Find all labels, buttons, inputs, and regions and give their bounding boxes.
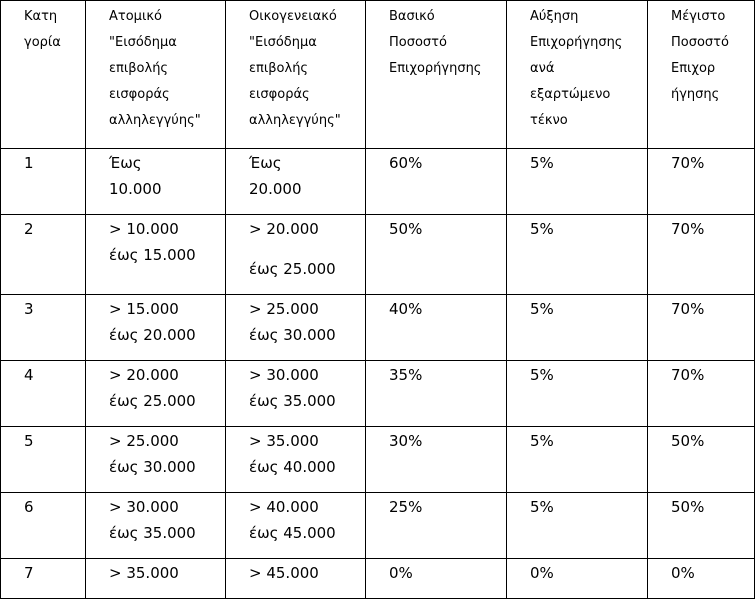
header-line: τέκνο [530,113,568,128]
header-line: Ποσοστό [389,35,447,50]
cell-category: 4 [1,361,86,427]
cell-increase: 5% [507,361,648,427]
header-base-rate [366,1,507,149]
cell-family [226,215,366,295]
header-increase-per-child [507,1,648,149]
cell-family [226,559,366,599]
cell-line: έως 45.000 [249,524,336,542]
header-line: "Εισόδημα [109,35,177,50]
cell-line: 10.000 [109,180,162,198]
header-line: Επιχορήγησης [530,35,623,50]
cell-individual [86,559,226,599]
header-line: Κατη [24,9,58,24]
cell-individual [86,361,226,427]
cell-individual [86,295,226,361]
header-line: Ποσοστό [671,35,729,50]
cell-individual [86,149,226,215]
cell-family [226,427,366,493]
cell-line: Έως [249,154,282,172]
cell-family [226,149,366,215]
cell-category: 3 [1,295,86,361]
header-line: Επιχορ [671,61,716,76]
cell-category: 6 [1,493,86,559]
cell-line: > 20.000 [249,220,319,238]
cell-line: > 15.000 [109,300,179,318]
header-individual-income [86,1,226,149]
cell-base-rate: 50% [366,215,507,295]
header-line: αλληλεγγύης" [249,113,341,128]
cell-line: > 30.000 [109,498,179,516]
header-line: "Εισόδημα [249,35,317,50]
cell-category: 7 [1,559,86,599]
header-line: Μέγιστο [671,9,726,24]
cell-family [226,493,366,559]
header-line: ανά [530,61,555,76]
header-line: εισφοράς [109,87,170,102]
cell-increase: 5% [507,493,648,559]
header-line: επιβολής [109,61,169,76]
cell-line: > 20.000 [109,366,179,384]
cell-line: έως 30.000 [249,326,336,344]
cell-line: έως 40.000 [249,458,336,476]
table-row [1,149,755,215]
cell-base-rate: 35% [366,361,507,427]
cell-line: έως 35.000 [249,392,336,410]
header-line: εξαρτώμενο [530,87,611,102]
cell-increase: 5% [507,215,648,295]
cell-category: 5 [1,427,86,493]
header-max-rate [648,1,755,149]
cell-max-rate: 70% [648,295,755,361]
cell-line: > 45.000 [249,564,319,582]
cell-individual [86,493,226,559]
table-row [1,215,755,295]
cell-increase: 5% [507,427,648,493]
header-line: εισφοράς [249,87,310,102]
cell-line: έως 15.000 [109,246,196,264]
header-family-income [226,1,366,149]
cell-line: > 35.000 [249,432,319,450]
cell-line: έως 25.000 [109,392,196,410]
cell-max-rate: 50% [648,493,755,559]
cell-individual [86,215,226,295]
header-line: ήγησης [671,87,720,102]
cell-max-rate: 50% [648,427,755,493]
cell-line: > 35.000 [109,564,179,582]
header-line: Επιχορήγησης [389,61,482,76]
cell-base-rate: 40% [366,295,507,361]
cell-family [226,361,366,427]
cell-line: > 30.000 [249,366,319,384]
cell-max-rate: 0% [648,559,755,599]
cell-line: > 10.000 [109,220,179,238]
header-line: αλληλεγγύης" [109,113,201,128]
cell-line: έως 30.000 [109,458,196,476]
cell-max-rate: 70% [648,149,755,215]
cell-line: Έως [109,154,142,172]
cell-category: 1 [1,149,86,215]
cell-individual [86,427,226,493]
header-category [1,1,86,149]
cell-line: έως 20.000 [109,326,196,344]
cell-max-rate: 70% [648,215,755,295]
cell-line: > 25.000 [109,432,179,450]
cell-base-rate: 0% [366,559,507,599]
cell-increase: 0% [507,559,648,599]
cell-category: 2 [1,215,86,295]
header-line: Βασικό [389,9,435,24]
cell-increase: 5% [507,295,648,361]
table-row [1,559,755,599]
cell-line: > 40.000 [249,498,319,516]
cell-increase: 5% [507,149,648,215]
cell-base-rate: 25% [366,493,507,559]
cell-base-rate: 60% [366,149,507,215]
cell-line: έως 25.000 [249,260,336,278]
cell-line: > 25.000 [249,300,319,318]
cell-line: 20.000 [249,180,302,198]
header-line: επιβολής [249,61,309,76]
table-row [1,295,755,361]
table-row [1,361,755,427]
header-row [1,1,755,149]
cell-max-rate: 70% [648,361,755,427]
cell-line: έως 35.000 [109,524,196,542]
table-row [1,493,755,559]
header-line: Οικογενειακό [249,9,337,24]
table-row [1,427,755,493]
cell-base-rate: 30% [366,427,507,493]
header-line: Ατομικό [109,9,162,24]
header-line: γορία [24,35,61,50]
cell-family [226,295,366,361]
header-line: Αύξηση [530,9,579,24]
